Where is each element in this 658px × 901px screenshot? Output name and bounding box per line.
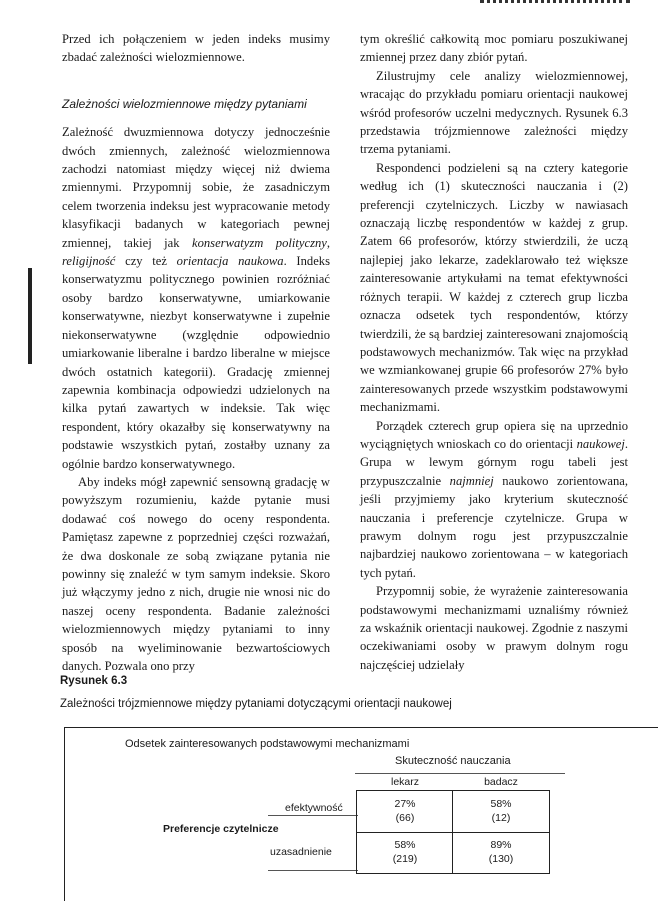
header-rule bbox=[355, 773, 565, 774]
italic-term: najmniej bbox=[449, 473, 494, 488]
paragraph: Aby indeks mógł zapewnić sensowną gradację w powyższym rozumieniu, każde pytanie musi dodawać coś nowego do oceny respondenta. Pamiętasz zapewne z poprzedniej części rozważań, że dwa doskonale ze sobą związane pytania nie powinny się znaleźć w tym samym indeksie. Skoro już włączymy jedno z nich, drugie nie wnosi nic do naszej oceny respondenta. Badanie zależności wielozmiennowych między pytaniami to inny sposób na wyeliminowanie bezwartościowych danych. Pozwala ono przy bbox=[62, 474, 330, 673]
text-run: . Grupa w lewym górnym rogu tabeli jest przypuszczalnie bbox=[360, 436, 628, 488]
table-cell bbox=[453, 797, 549, 825]
cell-count: (219) bbox=[392, 853, 418, 865]
cell-percent: 27% bbox=[394, 798, 416, 810]
italic-term: religijność bbox=[62, 254, 116, 269]
text-run: . Indeks konserwatyzmu politycznego powinien rozróżniać osoby bardzo konserwatywne, umiarkowanie konserwatywne, niezbyt konserwatywne i zupełnie niekonserwatywne (względnie odpowiednio umiarkowanie liberalne i bardzo liberalne w miejsce dwóch ostatnich kategorii). Gradację zmiennej zapewnia kombinacja odpowiedzi udzielonych na kilka pytań zawartych w indeksie. Tak więc respondent, który okazałby się konserwatywny na podstawie wszystkich pytań, zostałby uznany za ogólnie bardzo konserwatywnego. bbox=[62, 254, 330, 471]
paragraph bbox=[360, 417, 628, 583]
figure-label: Rysunek 6.3 bbox=[60, 675, 128, 687]
table-cell bbox=[453, 838, 549, 866]
cell-percent: 58% bbox=[490, 798, 512, 810]
table-cell bbox=[357, 797, 453, 825]
italic-term: konserwatyzm polityczny bbox=[192, 235, 327, 250]
figure-caption: Zależności trójzmiennowe między pytaniami dotyczącymi orientacji naukowej bbox=[60, 698, 452, 710]
text-run: Porządek czterech grup opiera się na uprzednio wyciągniętych wnioskach co do orientacji bbox=[360, 418, 628, 451]
italic-term: orientacja naukowa bbox=[176, 254, 284, 269]
paragraph: tym określić całkowitą moc pomiaru poszukiwanej zmiennej przez dany zbiór pytań. bbox=[360, 32, 628, 65]
row-header: Preferencje czytelnicze bbox=[163, 823, 279, 835]
row-label-efektywnosc: efektywność bbox=[285, 802, 343, 814]
row-rule bbox=[268, 815, 358, 816]
cell-percent: 58% bbox=[394, 839, 416, 851]
text-run: , bbox=[326, 235, 331, 250]
cell-count: (130) bbox=[488, 853, 514, 865]
row-rule bbox=[268, 870, 358, 871]
paragraph: Przed ich połączeniem w jeden indeks musimy zbadać zależności wielozmiennowe. bbox=[62, 32, 330, 65]
cell-percent: 89% bbox=[490, 839, 512, 851]
row-label-uzasadnienie: uzasadnienie bbox=[270, 846, 332, 858]
paragraph: Zilustrujmy cele analizy wielozmiennowej, wracając do przykładu pomiaru orientacji naukowej wśród profesorów uczelni medycznych. Rysunek 6.3 przedstawia trójzmiennowe zależności między trzema pytaniami. bbox=[360, 68, 628, 157]
paragraph bbox=[62, 123, 330, 473]
paragraph: Przypomnij sobie, że wyrażenie zainteresowania podstawowymi mechanizmami uznaliśmy również za wskaźnik orientacji naukowej. Zgodnie z naszymi oczekiwaniami osoby w prawym dolnym rogu najczęściej udzielały bbox=[360, 584, 628, 672]
right-column bbox=[360, 30, 628, 674]
cell-count: (12) bbox=[491, 812, 511, 824]
italic-term: naukowej bbox=[576, 436, 625, 451]
figure-description: Odsetek zainteresowanych podstawowymi mechanizmami bbox=[125, 738, 410, 750]
running-header bbox=[480, 0, 630, 7]
section-title: Zależności wielozmiennowe między pytaniami bbox=[62, 96, 307, 111]
text-run: naukowo zorientowana, jeśli przyjmiemy jako kryterium skuteczność nauczania i preferencje czytelnicze. Grupa w prawym dolnym rogu jest przypuszczalnie najbardziej naukowo zorientowana – w kategoriach tych pytań. bbox=[360, 473, 628, 580]
margin-marker bbox=[28, 268, 32, 364]
cell-count: (66) bbox=[395, 812, 415, 824]
column-header: Skuteczność nauczania bbox=[395, 755, 511, 767]
column-label-badacz: badacz bbox=[484, 776, 518, 788]
table-divider bbox=[356, 832, 550, 833]
column-label-lekarz: lekarz bbox=[390, 776, 419, 788]
text-run: Zależność dwuzmiennowa dotyczy jednocześnie dwóch zmiennych, zależność wielozmiennowa zachodzi natomiast między więcej niż dwiema zmiennymi. Przypomnij sobie, że zasadniczym celem tworzenia indeksu jest wypracowanie metody klasyfikacji badanych w kategoriach pewnej zmiennej, takiej jak bbox=[62, 125, 330, 250]
table-cell bbox=[357, 838, 453, 866]
left-column bbox=[62, 30, 330, 675]
paragraph: Respondenci podzieleni są na cztery kategorie według ich (1) skuteczności nauczania i (2) preferencji czytelniczych. Liczby w nawiasach oznaczają liczbę respondentów w każdej z grup. Zatem 66 profesorów, którzy stwierdzili, że uczą najlepiej jako lekarze, zadeklarowało też większe zainteresowanie artykułami na temat efektywności różnych terapii. W każdej z czterech grup liczba oznacza odsetek tych respondentów, którzy twierdzili, że są bardziej zainteresowani znajomością podstawowych mechanizmów. Tak więc na przykład we wzmiankowanej grupie 66 profesorów 27% było zainteresowanych przede wszystkim podstawowymi mechanizmami. bbox=[360, 160, 628, 415]
text-run: czy też bbox=[115, 254, 177, 269]
